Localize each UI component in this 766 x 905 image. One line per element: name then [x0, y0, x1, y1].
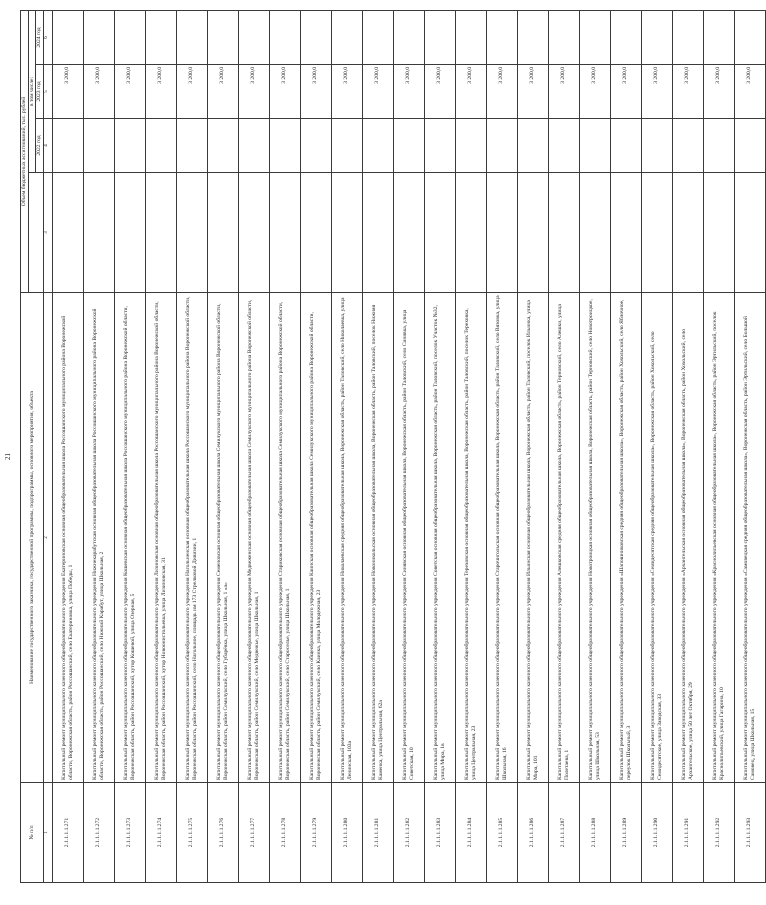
table-row [548, 10, 579, 882]
row-object-name: Капитальный ремонт муниципального казенного общеобразовательного учреждения Семеновская основная общеобразовательная школа Семилукского муниципального района Воронежской области, Воронежская область, район Семилукский, село Губарёвка, улица Школьная, 1 «а» [207, 293, 238, 783]
row-value-2024 [734, 10, 765, 64]
row-object-name: Капитальный ремонт муниципального казенного общеобразовательного учреждения «Краснолипьевская основная общеобразовательная школа», Воронежская область, район Эртильский, поселок Краснолипьевский, улица Гагарина, 10 [703, 293, 734, 783]
row-object-name: Капитальный ремонт муниципального казенного общеобразовательного учреждения Николаевская средняя общеобразовательная школа, Воронежская область, район Таловский, село Николаевка, улица Ленинская, 103а [331, 293, 362, 783]
row-value-2024 [703, 10, 734, 64]
row-value-2024 [610, 10, 641, 64]
row-number: 2.1.1.1.1.292 [703, 783, 734, 883]
header-name: Наименование государственного заказчика, государственной программы, подпрограммы, основного мероприятия, объекта [21, 293, 44, 783]
header-2022: 2022 год [36, 119, 44, 173]
row-value-2024 [207, 10, 238, 64]
row-object-name: Капитальный ремонт муниципального казенного общеобразовательного учреждения Стариковская основная общеобразовательная школа Семилукского муниципального района Воронежской области, Воронежская область, район Семилукский, село Староселье, улица Школьная, 1 [269, 293, 300, 783]
table-row [393, 10, 424, 882]
row-value-2024 [300, 10, 331, 64]
row-object-name: Капитальный ремонт муниципального казенного общеобразовательного учреждения Медвеженская основная общеобразовательная школа Семилукского муниципального района Воронежской области, Воронежская область, район Семилукский, село Медвежье, улица Школьная, 1 [238, 293, 269, 783]
column-index: 1 [43, 783, 52, 883]
row-value-2023: 3 200,0 [393, 65, 424, 119]
table-row [362, 10, 393, 882]
row-value-2023: 3 200,0 [734, 65, 765, 119]
row-object-name: Капитальный ремонт муниципального казенного общеобразовательного учреждения Новотроицкая основная общеобразовательная школа, Воронежская область, район Терновский, село Новотроицкое, улица Школьная, 53 [579, 293, 610, 783]
column-index: 3 [43, 173, 52, 293]
header-2024: 2024 год [36, 10, 44, 64]
row-total [176, 173, 207, 293]
table-row [114, 10, 145, 882]
row-value-2024 [145, 10, 176, 64]
row-value-2023: 3 200,0 [176, 65, 207, 119]
row-value-2022 [672, 119, 703, 173]
row-value-2022 [734, 119, 765, 173]
row-value-2023: 3 200,0 [641, 65, 672, 119]
row-value-2023: 3 200,0 [486, 65, 517, 119]
row-number: 2.1.1.1.1.290 [641, 783, 672, 883]
row-value-2022 [610, 119, 641, 173]
row-number: 2.1.1.1.1.286 [517, 783, 548, 883]
row-value-2023: 3 200,0 [548, 65, 579, 119]
row-value-2022 [703, 119, 734, 173]
row-value-2024 [579, 10, 610, 64]
column-index-row [43, 10, 52, 882]
row-object-name: Капитальный ремонт муниципального казенного общеобразовательного учреждения Тереховская основная общеобразовательная школа, Воронежская область, район Таловский, поселок Тереховка, улица Центральная, 23 [455, 293, 486, 783]
row-number: 2.1.1.1.1.285 [486, 783, 517, 883]
row-value-2024 [331, 10, 362, 64]
row-value-2022 [486, 119, 517, 173]
row-object-name: Капитальный ремонт муниципального казенного общеобразовательного учреждения Нижнекарабутская основная общеобразовательная школа Россошанского муниципального района Воронежской области, Воронежская область, район Россошанский, село Нижний Карабут, улица Школьная, 2 [83, 293, 114, 783]
row-object-name: Капитальный ремонт муниципального казенного общеобразовательного учреждения Кошевская основная общеобразовательная школа Россошанского муниципального района Воронежской области, Воронежская область, район Россошанский, хутор Кошевой, улица Озерная, 5 [114, 293, 145, 783]
row-total [207, 173, 238, 293]
table-row [610, 10, 641, 882]
row-value-2022 [579, 119, 610, 173]
table-row [176, 10, 207, 882]
row-value-2022 [300, 119, 331, 173]
row-value-2023: 3 200,0 [579, 65, 610, 119]
row-total [672, 173, 703, 293]
table-row [207, 10, 238, 882]
row-value-2022 [52, 119, 83, 173]
row-value-2022 [455, 119, 486, 173]
row-number: 2.1.1.1.1.277 [238, 783, 269, 883]
row-value-2023: 3 200,0 [207, 65, 238, 119]
header-num: № п/п [21, 783, 44, 883]
row-value-2024 [455, 10, 486, 64]
table-row [486, 10, 517, 882]
row-number: 2.1.1.1.1.273 [114, 783, 145, 883]
row-value-2022 [269, 119, 300, 173]
row-total [424, 173, 455, 293]
row-number: 2.1.1.1.1.278 [269, 783, 300, 883]
page-number: 21 [4, 453, 12, 460]
row-object-name: Капитальный ремонт муниципального казенного общеобразовательного учреждения «Семидесятская средняя общеобразовательная школа», Воронежская область, район Хохольский, село Семидесятское, улица Заводская, 33 [641, 293, 672, 783]
row-total [393, 173, 424, 293]
row-value-2023: 3 200,0 [83, 65, 114, 119]
row-object-name: Капитальный ремонт муниципального казенного общеобразовательного учреждения Ильинская основная общеобразовательная школа, Воронежская область, район Таловский, поселок Ильинка, улица Мира, 101 [517, 293, 548, 783]
row-value-2024 [486, 10, 517, 64]
row-number: 2.1.1.1.1.293 [734, 783, 765, 883]
row-total [145, 173, 176, 293]
row-total [548, 173, 579, 293]
row-value-2023: 3 200,0 [424, 65, 455, 119]
row-total [734, 173, 765, 293]
column-index: 5 [43, 65, 52, 119]
row-value-2024 [548, 10, 579, 64]
row-value-2024 [517, 10, 548, 64]
row-value-2024 [176, 10, 207, 64]
row-value-2024 [362, 10, 393, 64]
row-number: 2.1.1.1.1.288 [579, 783, 610, 883]
table-row [269, 10, 300, 882]
row-value-2023: 3 200,0 [703, 65, 734, 119]
row-value-2022 [548, 119, 579, 173]
header-volume: Объем бюджетных ассигнований, тыс. рублей [21, 10, 29, 292]
row-value-2023: 3 200,0 [300, 65, 331, 119]
row-value-2022 [517, 119, 548, 173]
row-number: 2.1.1.1.1.284 [455, 783, 486, 883]
row-object-name: Капитальный ремонт муниципального казенного общеобразовательного учреждения Нагольненская основная общеобразовательная школа Россошанского муниципального района Воронежской области, Воронежская область, район Россошанский, село Нагольное, площадь им 173 Стрелковой Дивизии, 1 [176, 293, 207, 783]
row-value-2024 [424, 10, 455, 64]
row-value-2022 [176, 119, 207, 173]
row-value-2022 [207, 119, 238, 173]
row-number: 2.1.1.1.1.272 [83, 783, 114, 883]
table-row [331, 10, 362, 882]
row-object-name: Капитальный ремонт муниципального казенного общеобразовательного учреждения Лизиновская основная общеобразовательная школа Россошанского муниципального района Воронежской области, Воронежская область, район Россошанский, хутор Новоонистольевка, улица Лизиновская, 31 [145, 293, 176, 783]
row-value-2023: 3 200,0 [672, 65, 703, 119]
table-body [52, 10, 765, 882]
row-object-name: Капитальный ремонт муниципального казенного общеобразовательного учреждения Каинская основная общеобразовательная школа Семилукского муниципального района Воронежской области, Воронежская область, район Семилукский, село Каинка, улица Молодежная, 23 [300, 293, 331, 783]
row-value-2024 [83, 10, 114, 64]
row-value-2022 [114, 119, 145, 173]
row-value-2023: 3 200,0 [331, 65, 362, 119]
row-total [269, 173, 300, 293]
row-total [610, 173, 641, 293]
row-number: 2.1.1.1.1.279 [300, 783, 331, 883]
row-number: 2.1.1.1.1.275 [176, 783, 207, 883]
row-value-2022 [145, 119, 176, 173]
row-object-name: Капитальный ремонт муниципального казенного общеобразовательного учреждения Советская основная общеобразовательная школа, Воронежская область, район Таловский, поселок Участок №32, улица Мира, 1в [424, 293, 455, 783]
row-total [83, 173, 114, 293]
row-number: 2.1.1.1.1.274 [145, 783, 176, 883]
column-index: 2 [43, 293, 52, 783]
row-number: 2.1.1.1.1.276 [207, 783, 238, 883]
row-value-2024 [393, 10, 424, 64]
table-row [300, 10, 331, 882]
row-value-2023: 3 200,0 [455, 65, 486, 119]
row-total [300, 173, 331, 293]
row-value-2024 [114, 10, 145, 64]
column-index: 6 [43, 10, 52, 64]
row-number: 2.1.1.1.1.289 [610, 783, 641, 883]
row-value-2023: 3 200,0 [610, 65, 641, 119]
row-object-name: Капитальный ремонт муниципального казенного общеобразовательного учреждения «Шапошниковская средняя общеобразовательная школа», Воронежская область, район Хохольский, село Яблочное, переулок Школьный, 3 [610, 293, 641, 783]
table-row [145, 10, 176, 882]
row-object-name: Капитальный ремонт муниципального казенного общеобразовательного учреждения Алешковская средняя общеобразовательная школа, Воронежская область, район Терновский, село Алешки, улица Полетаева, 1 [548, 293, 579, 783]
row-number: 2.1.1.1.1.280 [331, 783, 362, 883]
row-total [517, 173, 548, 293]
row-value-2024 [269, 10, 300, 64]
header-total [28, 173, 43, 293]
row-number: 2.1.1.1.1.282 [393, 783, 424, 883]
row-number: 2.1.1.1.1.287 [548, 783, 579, 883]
row-value-2022 [83, 119, 114, 173]
row-number: 2.1.1.1.1.281 [362, 783, 393, 883]
row-value-2022 [331, 119, 362, 173]
row-object-name: Капитальный ремонт муниципального казенного общеобразовательного учреждения Старочигольская основная общеобразовательная школа, Воронежская область, район Таловский, село Вязовка, улица Школьная, 16 [486, 293, 517, 783]
row-value-2022 [362, 119, 393, 173]
budget-table [20, 10, 766, 883]
row-object-name: Капитальный ремонт муниципального казенного общеобразовательного учреждения Екатериновская основная общеобразовательная школа Россошанского муниципального района Воронежской области, Воронежская область, район Россошанский, село Екатериновка, улица Победы, 1 [52, 293, 83, 783]
row-value-2022 [641, 119, 672, 173]
header-including: в том числе: [28, 10, 36, 172]
row-total [579, 173, 610, 293]
row-value-2022 [238, 119, 269, 173]
row-value-2024 [641, 10, 672, 64]
header-2023: 2023 год [36, 65, 44, 119]
table-row [455, 10, 486, 882]
table-row [579, 10, 610, 882]
table-row [672, 10, 703, 882]
row-value-2024 [52, 10, 83, 64]
column-index: 4 [43, 119, 52, 173]
table-row [517, 10, 548, 882]
row-object-name: Капитальный ремонт муниципального казенного общеобразовательного учреждения Новоникольская основная общеобразовательная школа, Воронежская область, район Таловский, поселок Нижняя Каменка, улица Центральная, 62а [362, 293, 393, 783]
row-total [331, 173, 362, 293]
row-value-2023: 3 200,0 [269, 65, 300, 119]
table-row [52, 10, 83, 882]
table-row [83, 10, 114, 882]
row-object-name: Капитальный ремонт муниципального казенного общеобразовательного учреждения «Самовецкая средняя общеобразовательная школа», Воронежская область, район Эртильский, село Большой Самовец, улица Школьная, 15 [734, 293, 765, 783]
row-object-name: Капитальный ремонт муниципального казенного общеобразовательного учреждения Синявская основная общеобразовательная школа, Воронежская область, район Таловский, село Синявка, улица Советская, 10 [393, 293, 424, 783]
row-value-2024 [672, 10, 703, 64]
table-row [734, 10, 765, 882]
table-row [703, 10, 734, 882]
row-value-2024 [238, 10, 269, 64]
row-total [486, 173, 517, 293]
row-number: 2.1.1.1.1.291 [672, 783, 703, 883]
row-total [641, 173, 672, 293]
row-total [455, 173, 486, 293]
row-total [114, 173, 145, 293]
row-total [238, 173, 269, 293]
table-row [424, 10, 455, 882]
table-row [238, 10, 269, 882]
row-object-name: Капитальный ремонт муниципального казенного общеобразовательного учреждения «Архангельская основная общеобразовательная школа», Воронежская область, район Хохольский, село Архангельское, улица 50 лет Октября, 29 [672, 293, 703, 783]
row-total [362, 173, 393, 293]
row-value-2023: 3 200,0 [114, 65, 145, 119]
row-total [703, 173, 734, 293]
row-value-2023: 3 200,0 [517, 65, 548, 119]
row-value-2022 [424, 119, 455, 173]
row-value-2023: 3 200,0 [238, 65, 269, 119]
row-number: 2.1.1.1.1.271 [52, 783, 83, 883]
row-value-2023: 3 200,0 [145, 65, 176, 119]
row-value-2022 [393, 119, 424, 173]
row-total [52, 173, 83, 293]
row-value-2023: 3 200,0 [52, 65, 83, 119]
table-row [641, 10, 672, 882]
row-value-2023: 3 200,0 [362, 65, 393, 119]
row-number: 2.1.1.1.1.283 [424, 783, 455, 883]
